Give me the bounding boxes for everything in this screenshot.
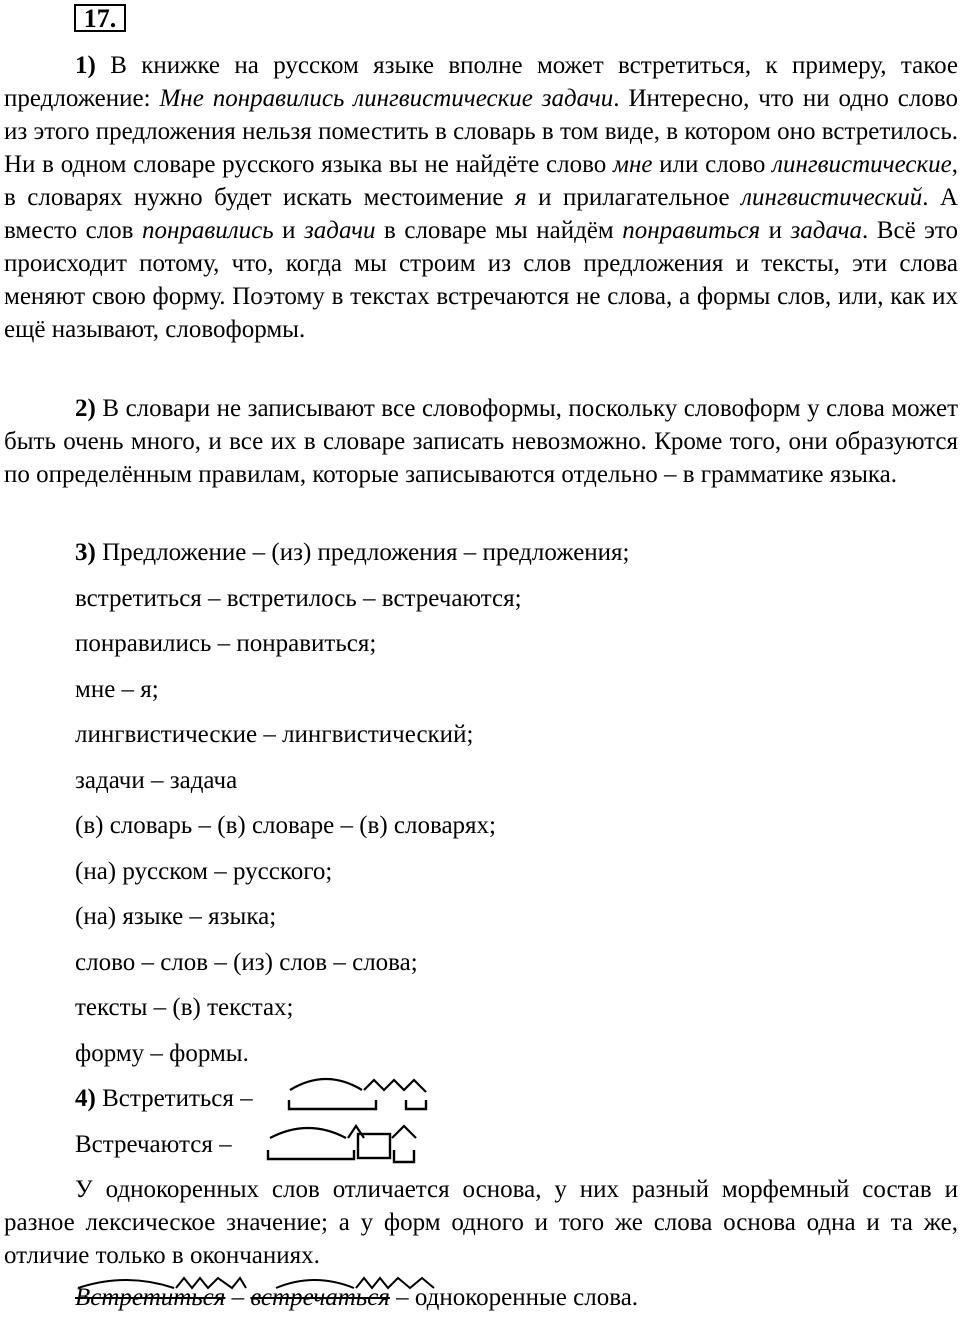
p2-marker: 2): [75, 395, 96, 422]
p1-italic: задачи: [304, 217, 376, 244]
paragraph-1: [4, 49, 958, 346]
scheme-line-1: [75, 1084, 253, 1114]
p4-marker: 4): [75, 1085, 96, 1112]
p1-text: и: [760, 217, 791, 244]
word-form-line: лингвистические – лингвистический;: [75, 721, 474, 748]
word-form-line: мне – я;: [75, 676, 159, 703]
scheme-line-2: Встречаются –: [75, 1131, 232, 1158]
p1-text: в словаре мы найдём: [375, 217, 623, 244]
scheme-word-1: Встретиться –: [95, 1085, 253, 1112]
p1-text: или слово: [652, 151, 773, 178]
word-form-line: тексты – (в) текстах;: [75, 994, 294, 1021]
p1-italic: мне: [612, 151, 653, 178]
word-form-line: форму – формы.: [75, 1040, 249, 1067]
cognates-line: [75, 1283, 638, 1313]
p1-text: , в словарях нужно будет искать местоимение: [4, 151, 958, 211]
p3-marker: 3): [75, 539, 96, 566]
word-form-line: встретиться – встретилось – встречаются;: [75, 585, 522, 612]
word-form-line: (на) языке – языка;: [75, 903, 277, 930]
word-form-line: понравились – понравиться;: [75, 630, 377, 657]
p1-italic: я: [514, 184, 527, 211]
p1-text: . А вместо слов: [4, 184, 959, 244]
word-form-line: [75, 538, 630, 568]
morpheme-scheme-2: [264, 1116, 424, 1166]
p1-text: В книжке на русском языке вполне может встретиться, к примеру, такое предложение:: [4, 52, 958, 112]
exercise-number: 17.: [74, 4, 126, 32]
p1-text: и прилагательное: [526, 184, 742, 211]
word-form-line: (на) русском – русского;: [75, 858, 333, 885]
p1-italic: понравиться: [622, 217, 761, 244]
p1-text: . Интересно, что ни одно слово из этого предложения нельзя поместить в словарь в том виде, в котором оно встретилось. Ни в одном словаре русского языка вы не найдёте слово: [4, 85, 958, 178]
p1-text: . Всё это происходит потому, что, когда мы строим из слов предложения и тексты, эти слова меняют свою форму. Поэтому в текстах встречаются не слова, а формы слов, или, как их ещё называют, словоформы.: [4, 217, 959, 343]
p1-italic: лингвистические: [772, 151, 952, 178]
p1-marker: 1): [75, 52, 96, 79]
word-form-line: задачи – задача: [75, 767, 238, 794]
word-form-text: Предложение – (из) предложения – предложения;: [95, 539, 630, 566]
p1-italic: лингвистический: [741, 184, 923, 211]
p2-text: В словари не записывают все словоформы, поскольку словоформ у слова может быть очень много, и все их в словаре записать невозможно. Кроме того, они образуются по определённым правилам, которые записываются отдельно – в грамматике языка.: [4, 395, 958, 488]
cognate-word-2: встречаться: [250, 1284, 390, 1311]
dash: –: [225, 1284, 251, 1311]
paragraph-5: У однокоренных слов отличается основа, у них разный морфемный состав и разное лексическое значение; а у форм одного и того же слова основа одна и та же, отличие только в окончаниях.: [4, 1176, 958, 1269]
p1-text: и: [273, 217, 305, 244]
morpheme-scheme-1: [284, 1072, 434, 1116]
p1-italic: задача: [790, 217, 863, 244]
word-form-line: слово – слов – (из) слов – слова;: [75, 949, 418, 976]
p1-italic: понравились: [142, 217, 274, 244]
p1-italic: Мне понравились лингвистические задачи: [159, 85, 614, 112]
paragraph-2: [4, 392, 958, 491]
word-form-line: (в) словарь – (в) словаре – (в) словарях;: [75, 812, 496, 839]
cognates-text: – однокоренные слова.: [389, 1284, 639, 1311]
cognate-word-1: Встретиться: [75, 1284, 226, 1311]
